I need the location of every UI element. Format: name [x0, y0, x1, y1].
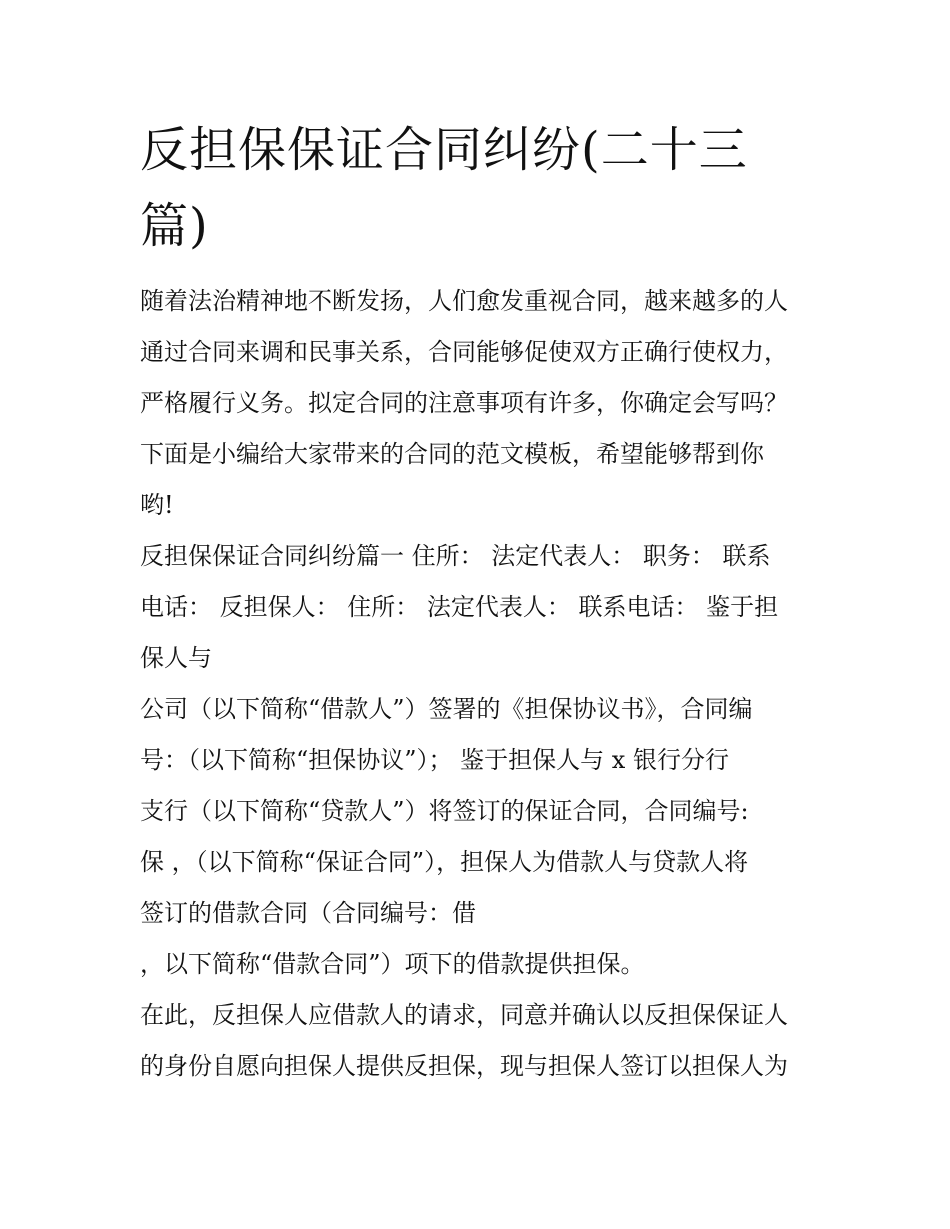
body-line: 随着法治精神地不断发扬，人们愈发重视合同，越来越多的人 [140, 287, 788, 315]
title-line: 反担保保证合同纠纷(二十三 [140, 122, 748, 178]
body-line: 保人与 [140, 644, 212, 672]
body-line: 支行（以下简称“贷款人”）将签订的保证合同，合同编号: [140, 797, 749, 825]
body-line: 通过合同来调和民事关系，合同能够促使双方正确行使权力， [140, 338, 788, 366]
body-line: 号：（以下简称“担保协议”）； 鉴于担保人与 x 银行分行 [140, 746, 729, 774]
body-line: ，以下简称“借款合同”）项下的借款提供担保。 [140, 950, 645, 978]
document-body [140, 276, 830, 1092]
document-title [140, 112, 820, 264]
title-line: 篇) [140, 198, 209, 254]
body-line: 反担保保证合同纠纷篇一 住所： 法定代表人： 职务： 联系 [140, 542, 771, 570]
body-line: 在此，反担保人应借款人的请求，同意并确认以反担保保证人 [140, 1001, 788, 1029]
body-line: 公司（以下简称“借款人”）签署的《担保协议书》，合同编 [140, 695, 753, 723]
body-line: 哟! [140, 491, 174, 519]
body-line: 严格履行义务。拟定合同的注意事项有许多，你确定会写吗？ [140, 389, 788, 417]
body-line: 下面是小编给大家带来的合同的范文模板，希望能够帮到你 [140, 440, 764, 468]
body-line: 电话： 反担保人： 住所： 法定代表人： 联系电话： 鉴于担 [140, 593, 779, 621]
body-line: 保 ，（以下简称“保证合同”），担保人为借款人与贷款人将 [140, 848, 749, 876]
body-line: 签订的借款合同（合同编号：借 [140, 899, 476, 927]
body-line: 的身份自愿向担保人提供反担保，现与担保人签订以担保人为 [140, 1052, 788, 1080]
